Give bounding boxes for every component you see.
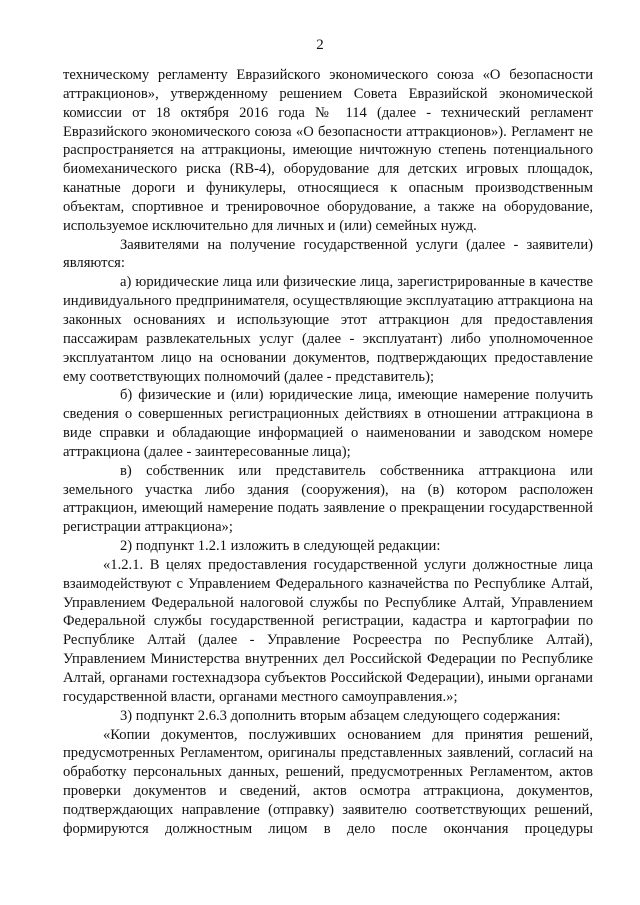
paragraph-documents-copies: «Копии документов, послуживших основанием для принятия решений, предусмотренных Регламентом, оригиналы представленных заявлений, согласий на обработку персональных данных, решений, предусмотренных Регламентом, актов проверки документов и сведений, актов осмотра аттракциона, документов, подтверждающих направление (отправку) заявителю соответствующих решений, формируются должностным лицом в дело после окончания процедуры: [63, 726, 593, 837]
paragraph-amendment-2: 2) подпункт 1.2.1 изложить в следующей редакции:: [120, 538, 441, 555]
paragraph-applicants-c: в) собственник или представитель собственника аттракциона или земельного участка либо здания (сооружения), на (в) котором расположен аттракцион, имеющий намерение подать заявление о прекращении государственной регистрации аттракциона»;: [63, 462, 593, 536]
document-body: [63, 66, 593, 839]
paragraph-applicants-b: б) физические и (или) юридические лица, имеющие намерение получить сведения о совершенных регистрационных действиях в отношении аттракциона в виде справки и обладающие информацией о наименовании и заводском номере аттракциона (далее - заинтересованные лица);: [63, 387, 593, 460]
paragraph-subclause-1-2-1: «1.2.1. В целях предоставления государственной услуги должностные лица взаимодействуют с Управлением Федерального казначейства по Республике Алтай, Управлением Федеральной налоговой службы по Республике Алтай, Управлением Федеральной службы государственной регистрации, кадастра и картографии по Республике Алтай (далее - Управление Росреестра по Республике Алтай), Управлением Министерства внутренних дел Российской Федерации по Республике Алтай, органами гостехнадзора субъектов Российской Федерации), иными органами государственной власти, органами местного самоуправления.»;: [63, 556, 593, 705]
paragraph-regulation-scope: техническому регламенту Евразийского экономического союза «О безопасности аттракционов», утвержденному решением Совета Евразийской экономической комиссии от 18 октября 2016 года № 114 (далее - технический регламент Евразийского экономического союза «О безопасности аттракционов»). Регламент не распространяется на аттракционы, имеющие ничтожную степень потенциального биомеханического риска (RB-4), оборудование для детских игровых площадок, канатные дороги и фуникулеры, относящиеся к опасным производственным объектам, спортивное и тренировочное оборудование, а также на оборудование, используемое исключительно для личных и (или) семейных нужд.: [63, 67, 593, 234]
paragraph-applicants-intro: Заявителями на получение государственной услуги (далее - заявители) являются:: [63, 236, 593, 272]
paragraph-applicants-a: а) юридические лица или физические лица, зарегистрированные в качестве индивидуального предпринимателя, осуществляющие эксплуатацию аттракциона на законных основаниях и использующие этот аттракцион для предоставления пассажирам развлекательных услуг (далее - эксплуатант) либо уполномоченное эксплуатантом лицо на основании документов, подтверждающих предоставление ему соответствующих полномочий (далее - представитель);: [63, 274, 593, 385]
paragraph-amendment-3: 3) подпункт 2.6.3 дополнить вторым абзацем следующего содержания:: [120, 707, 561, 724]
page-number: 2: [316, 37, 324, 53]
